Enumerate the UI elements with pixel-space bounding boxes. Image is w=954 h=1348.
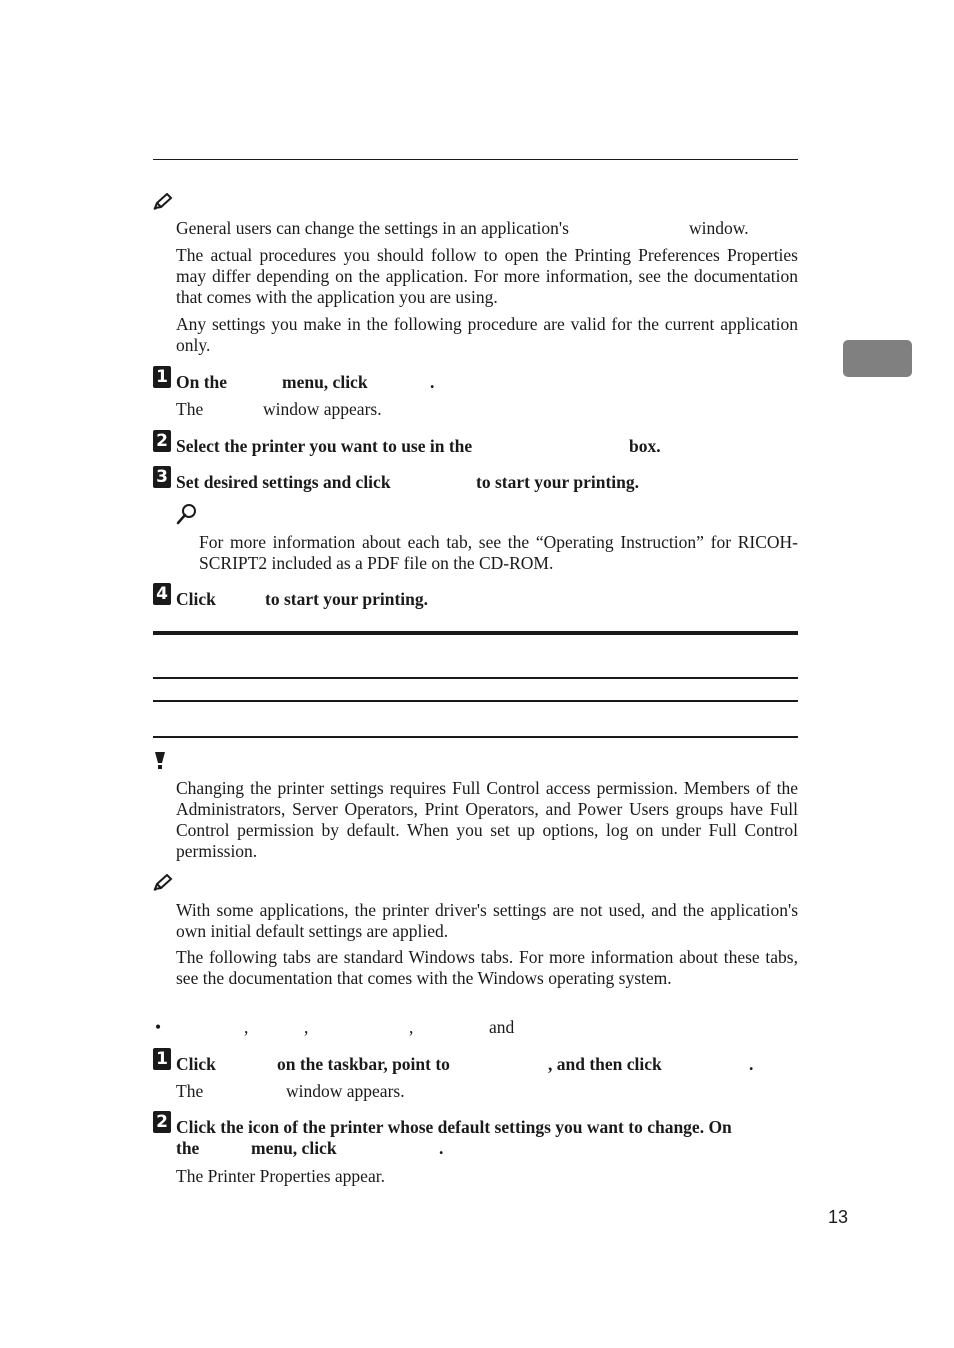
step-number: 1 bbox=[153, 366, 171, 388]
section-heading-rule bbox=[153, 631, 798, 635]
step-b1-text: on the taskbar, point to bbox=[277, 1054, 450, 1074]
pencil-note-icon bbox=[153, 874, 173, 892]
reference-text: For more information about each tab, see the “Operating Instruction” for RICOH-SCRIPT2 included as a PDF file on the CD-ROM. bbox=[199, 532, 798, 573]
note1-paragraph-settings: Any settings you make in the following procedure are valid for the current application only. bbox=[176, 314, 798, 355]
step4-text: to start your printing. bbox=[265, 589, 429, 609]
step1-text: On the bbox=[176, 372, 228, 392]
header-rule bbox=[153, 159, 798, 160]
step2-text: box. bbox=[629, 436, 661, 456]
subsection-rule bbox=[153, 736, 798, 738]
chapter-tab bbox=[843, 340, 912, 377]
note1-line1: General users can change the settings in an application's bbox=[176, 218, 569, 238]
step-b1-text: , and then click bbox=[548, 1054, 662, 1074]
step3-text: to start your printing. bbox=[476, 472, 640, 492]
bullet-text: , bbox=[304, 1017, 309, 1037]
step-b2-text: menu, click bbox=[251, 1138, 337, 1158]
step1-result: The bbox=[176, 399, 204, 419]
step1-result: window appears. bbox=[263, 399, 382, 419]
bullet-text: and bbox=[489, 1017, 515, 1037]
step-number: 4 bbox=[153, 583, 171, 605]
important-bulb-icon bbox=[153, 751, 167, 771]
step1-text: . bbox=[430, 372, 435, 392]
step-b2-text: Click the icon of the printer whose default settings you want to change. On bbox=[176, 1117, 732, 1137]
bullet-marker: • bbox=[155, 1017, 162, 1037]
step-b2-text: the bbox=[176, 1138, 200, 1158]
step-number: 1 bbox=[153, 1048, 171, 1070]
note1-line1-end: window. bbox=[689, 218, 749, 238]
step-b1-text: Click bbox=[176, 1054, 216, 1074]
important-text: Changing the printer settings requires Full Control access permission. Members of the Administrators, Server Operators, Print Operators, and Power Users groups have Full Control permission by default. When you set up options, log on under Full Control permission. bbox=[176, 778, 798, 861]
step-b2-result: The Printer Properties appear. bbox=[176, 1166, 385, 1186]
step4-text: Click bbox=[176, 589, 216, 609]
note2-paragraph-applications: With some applications, the printer driver's settings are not used, and the application's own initial default settings are applied. bbox=[176, 900, 798, 941]
step-number: 2 bbox=[153, 430, 171, 452]
step-b1-result: window appears. bbox=[286, 1081, 405, 1101]
magnifier-reference-icon bbox=[176, 503, 198, 525]
step1-text: menu, click bbox=[282, 372, 368, 392]
pencil-note-icon bbox=[153, 193, 173, 211]
step-number: 2 bbox=[153, 1111, 171, 1133]
subsection-rule bbox=[153, 700, 798, 702]
step2-text: Select the printer you want to use in the bbox=[176, 436, 473, 456]
step-number: 3 bbox=[153, 466, 171, 488]
bullet-text: , bbox=[244, 1017, 249, 1037]
subsection-rule bbox=[153, 677, 798, 679]
step-b1-text: . bbox=[749, 1054, 754, 1074]
step-b2-text: . bbox=[439, 1138, 444, 1158]
step3-text: Set desired settings and click bbox=[176, 472, 391, 492]
note1-paragraph-procedures: The actual procedures you should follow to open the Printing Preferences Properties may differ depending on the application. For more information, see the documentation that comes with the application you are using. bbox=[176, 245, 798, 307]
page-number: 13 bbox=[827, 1207, 848, 1227]
note2-paragraph-tabs: The following tabs are standard Windows tabs. For more information about these tabs, see the documentation that comes with the Windows operating system. bbox=[176, 947, 798, 988]
bullet-text: , bbox=[409, 1017, 414, 1037]
step-b1-result: The bbox=[176, 1081, 204, 1101]
